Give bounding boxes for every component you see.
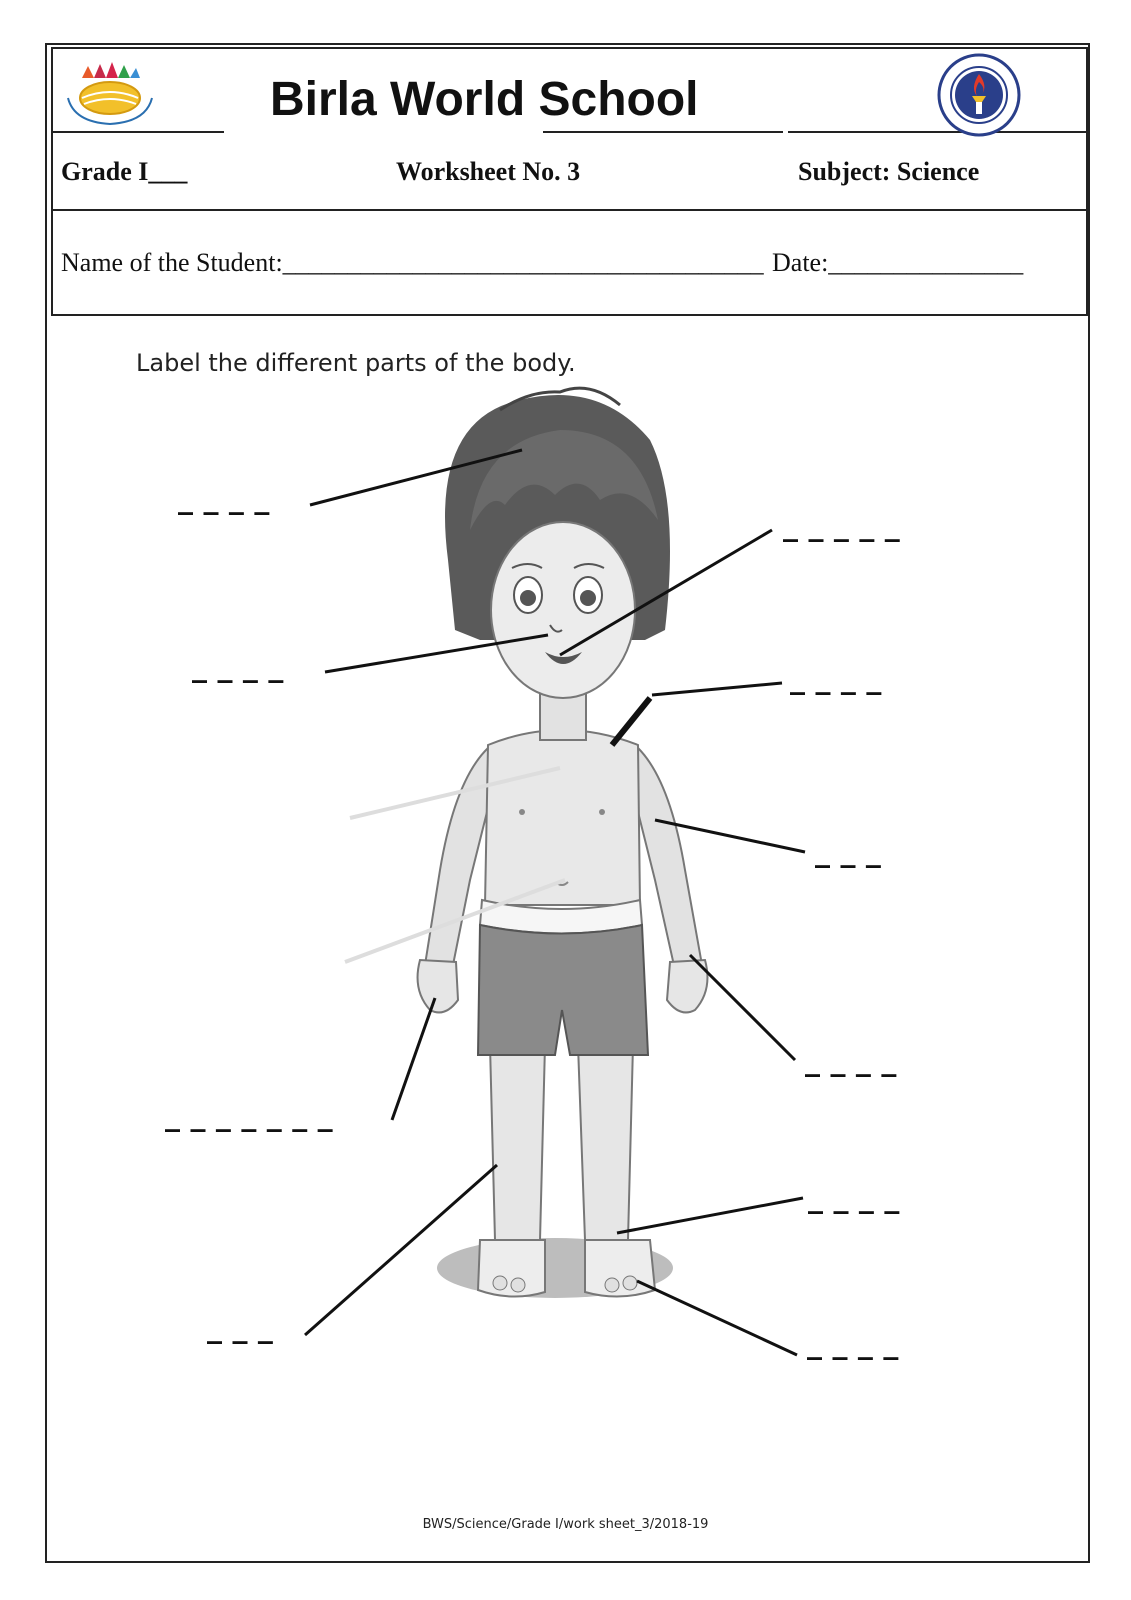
birla-public-school-seal [936,52,1022,138]
blank-leg[interactable]: _ _ _ [207,1310,273,1345]
date-field[interactable]: Date:_______________ [772,248,1024,277]
blank-mouth[interactable]: _ _ _ _ _ [783,508,900,543]
school-crest-logo [62,58,154,128]
blank-foot[interactable]: _ _ _ _ [808,1180,900,1215]
blank-neck[interactable]: _ _ _ _ [790,661,882,696]
subject-label: Subject: Science [798,157,980,186]
worksheet-number: Worksheet No. 3 [396,157,581,186]
blank-toes[interactable]: _ _ _ _ [807,1326,899,1361]
header-divider-left [51,131,224,133]
blank-nose[interactable]: _ _ _ _ [192,649,284,684]
blank-hair[interactable]: _ _ _ _ [178,481,270,516]
grade-field[interactable]: Grade I___ [61,157,188,186]
blank-fingers[interactable]: _ _ _ _ _ _ _ [165,1098,333,1133]
blank-arm[interactable]: _ _ _ [815,834,881,869]
student-name-field[interactable]: Name of the Student:_____________________________________ [61,248,764,277]
info-divider [51,209,1088,211]
header-divider-middle [543,131,783,133]
school-name: Birla World School [270,73,699,126]
footer-code: BWS/Science/Grade I/work sheet_3/2018-19 [422,1517,709,1532]
instruction-text: Label the different parts of the body. [136,349,576,377]
blank-hand[interactable]: _ _ _ _ [805,1043,897,1078]
